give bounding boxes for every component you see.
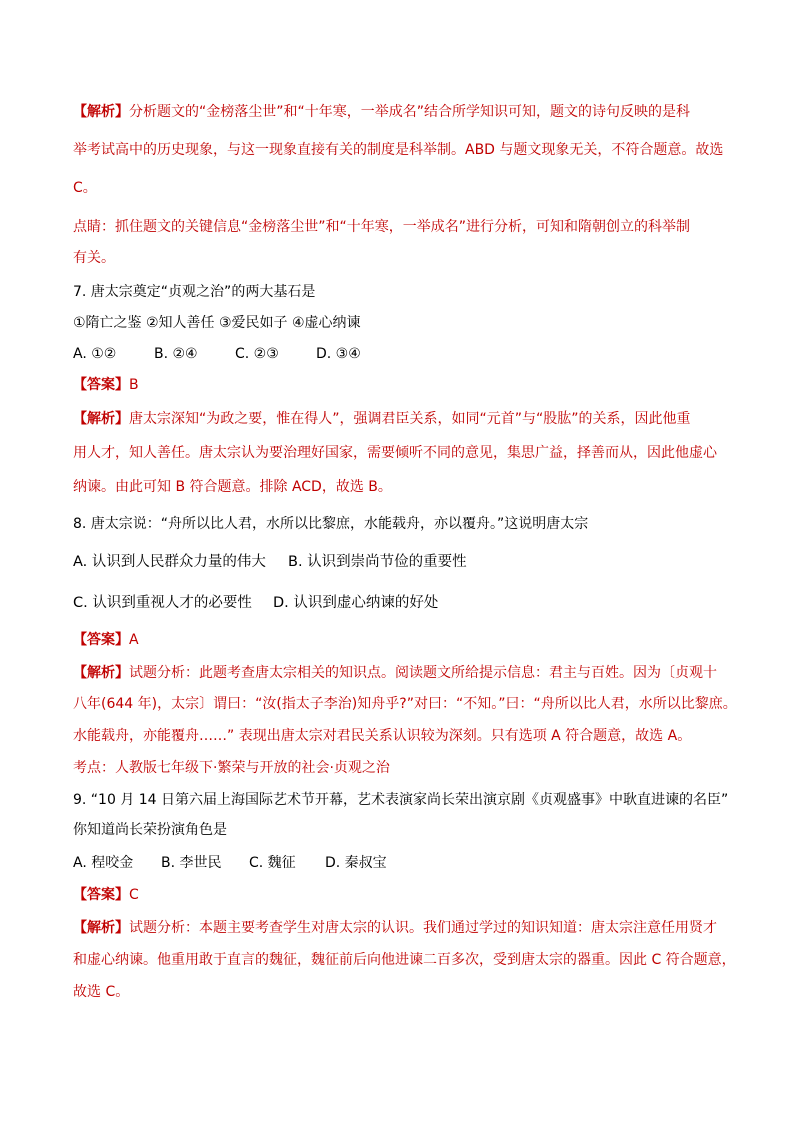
- q9-stem-line-1: 9. “10 月 14 日第六届上海国际艺术节开幕，艺术表演家尚长荣出演京剧《贞观盛事》中耿直进谏的名臣”: [73, 792, 729, 808]
- q9-options: [73, 853, 387, 873]
- answer-value: B: [129, 377, 139, 393]
- q6-dianjing-line-1: 点睛：抓住题文的关键信息“金榜落尘世”和“十年寒，一举成名”进行分析，可知和隋朝创立的科举制: [73, 219, 691, 235]
- q8-answer: [73, 630, 139, 650]
- q7-answer: [73, 375, 139, 395]
- q9-option-c: C. 魏征: [249, 855, 296, 871]
- analysis-tag: 【解析】: [73, 411, 129, 427]
- q6-analysis-line-1: [73, 102, 690, 122]
- analysis-text: 试题分析：本题主要考查学生对唐太宗的认识。我们通过学过的知识知道：唐太宗注意任用贤才: [129, 920, 717, 936]
- q6-analysis-line-2: 举考试高中的历史现象，与这一现象直接有关的制度是科举制。ABD 与题文现象无关，不符合题意。故选: [73, 142, 724, 158]
- answer-tag: 【答案】: [73, 377, 129, 393]
- q7-options: [73, 344, 361, 364]
- q6-analysis-line-3: C。: [73, 180, 97, 196]
- answer-tag: 【答案】: [73, 887, 129, 903]
- answer-value: C: [129, 887, 139, 903]
- analysis-text: 试题分析：此题考查唐太宗相关的知识点。阅读题文所给提示信息：君主与百姓。因为〔贞观十: [129, 665, 717, 681]
- analysis-text: 分析题文的“金榜落尘世”和“十年寒，一举成名”结合所学知识可知，题文的诗句反映的是科: [129, 104, 691, 120]
- q7-option-c: C. ②③: [235, 346, 279, 362]
- q8-analysis-line-2: 八年(644 年)，太宗〕谓曰：“汝(指太子李治)知舟乎?”对曰：“不知。”曰：“舟所以比人君，水所以比黎庶。: [73, 696, 737, 712]
- q9-option-a: A. 程咬金: [73, 855, 134, 871]
- q8-option-b: B. 认识到崇尚节俭的重要性: [288, 554, 467, 570]
- analysis-text: 唐太宗深知“为政之要，惟在得人”，强调君臣关系，如同“元首”与“股肱”的关系，因此他重: [129, 411, 691, 427]
- q7-option-b: B. ②④: [154, 346, 198, 362]
- analysis-tag: 【解析】: [73, 920, 129, 936]
- q7-analysis-line-2: 用人才，知人善任。唐太宗认为要治理好国家，需要倾听不同的意见，集思广益，择善而从，因此他虚心: [73, 445, 717, 461]
- q8-option-c: C. 认识到重视人才的必要性: [73, 595, 252, 611]
- q7-option-a: A. ①②: [73, 346, 117, 362]
- q7-analysis-line-3: 纳谏。由此可知 B 符合题意。排除 ACD，故选 B。: [73, 479, 392, 495]
- q8-options-row-2: [73, 593, 438, 613]
- answer-value: A: [129, 632, 139, 648]
- q9-answer: [73, 885, 139, 905]
- q8-option-d: D. 认识到虚心纳谏的好处: [273, 595, 439, 611]
- q8-analysis-line-1: [73, 663, 717, 683]
- q9-analysis-line-1: [73, 918, 717, 938]
- q8-option-a: A. 认识到人民群众力量的伟大: [73, 554, 266, 570]
- q9-analysis-line-3: 故选 C。: [73, 984, 130, 1000]
- q7-stem: 7. 唐太宗奠定“贞观之治”的两大基石是: [73, 284, 316, 300]
- q9-option-d: D. 秦叔宝: [325, 855, 387, 871]
- q8-options-row-1: [73, 552, 467, 572]
- analysis-tag: 【解析】: [73, 665, 129, 681]
- answer-tag: 【答案】: [73, 632, 129, 648]
- q8-kaodian: 考点：人教版七年级下·繁荣与开放的社会·贞观之治: [73, 760, 390, 776]
- analysis-tag: 【解析】: [73, 104, 129, 120]
- q8-analysis-line-3: 水能载舟，亦能覆舟……” 表现出唐太宗对君民关系认识较为深刻。只有选项 A 符合题意，故选 A。: [73, 728, 692, 744]
- q8-stem: 8. 唐太宗说：“舟所以比人君，水所以比黎庶，水能载舟，亦以覆舟。”这说明唐太宗: [73, 516, 589, 532]
- q9-stem-line-2: 你知道尚长荣扮演角色是: [73, 822, 227, 838]
- q9-analysis-line-2: 和虚心纳谏。他重用敢于直言的魏征，魏征前后向他进谏二百多次，受到唐太宗的器重。因此 C 符合题意，: [73, 952, 736, 968]
- q9-option-b: B. 李世民: [161, 855, 222, 871]
- q6-dianjing-line-2: 有关。: [73, 250, 115, 266]
- q7-items: ①隋亡之鉴 ②知人善任 ③爱民如子 ④虚心纳谏: [73, 315, 361, 331]
- q7-analysis-line-1: [73, 409, 691, 429]
- q7-option-d: D. ③④: [316, 346, 361, 362]
